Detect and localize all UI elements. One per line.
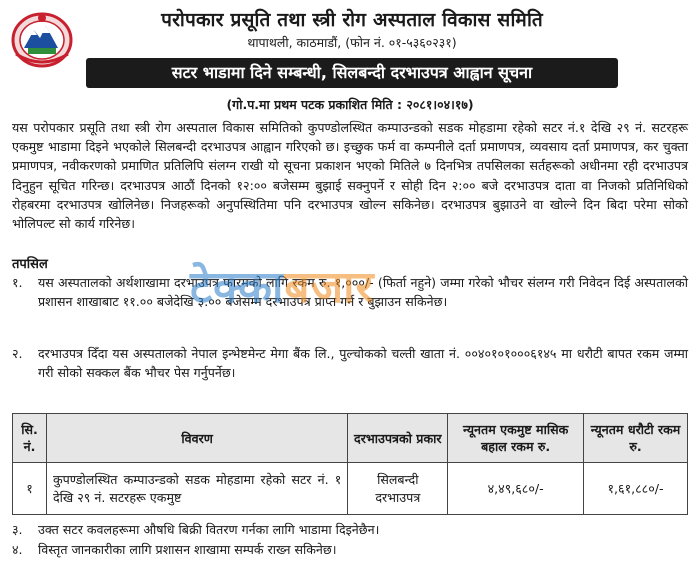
table-header-row — [13, 414, 688, 463]
list-item-text: उक्त सटर कवलहरूमा औषधि बिक्री वितरण गर्नका लागि भाडामा दिइनेछैन। — [38, 522, 380, 537]
shutter-details-table — [12, 413, 688, 515]
watermark-part-b: बजार — [284, 262, 375, 313]
list-item-number: ३. — [12, 522, 23, 537]
column-header-monthly-rent: न्यूनतम एकमुष्ट मासिक बहाल रकम रु. — [448, 414, 584, 463]
list-item-text: विस्तृत जानकारीका लागि प्रशासन शाखामा सम्पर्क राख्न सकिनेछ। — [38, 542, 337, 557]
organization-name: परोपकार प्रसूति तथा स्त्री रोग अस्पताल विकास समिति — [161, 9, 543, 31]
watermark-logo — [190, 258, 490, 318]
notice-title: सटर भाडामा दिने सम्बन्धी, सिलबन्दी दरभाउपत्र आह्वान सूचना — [86, 58, 618, 88]
watermark-part-a: टेक्का — [190, 262, 285, 313]
list-item-text: यस अस्पतालको अर्थशाखामा दरभाउपत्र फारमको लागि रकम रु. १,०००/- (फिर्ता नहुने) जम्मा गरेको भौचर संलग्न गरी निवेदन दिई अस्पतालको प्रशासन शाखाबाट ११.०० बजेदेखि ३.०० बजेसम्म दरभाउपत्र प्राप्त गर्न र बुझाउन सकिनेछ। — [38, 275, 688, 309]
list-item-text: दरभाउपत्र दिँदा यस अस्पतालको नेपाल इन्भेष्टमेन्ट मेगा बैंक लि., पुल्चोकको चल्ती खाता नं. ००४०१०१०००६१४५ मा धरौटी बापत रकम जम्मा गरी सोको सक्कल बैंक भौचर पेस गर्नुपर्नेछ। — [38, 346, 688, 380]
list-item-number: ४. — [12, 542, 23, 557]
section-heading: तपसिल — [12, 257, 48, 272]
column-header-serial: सि. नं. — [13, 414, 47, 463]
list-item — [12, 520, 688, 539]
notice-body: यस परोपकार प्रसूति तथा स्त्री रोग अस्पताल विकास समितिको कुपण्डोलस्थित कम्पाउन्डको सडक मोहडामा रहेको सटर नं.१ देखि २९ नं. सटरहरू एकमुष्ट भाडामा दिइने भएकोले सिलबन्दी दरभाउपत्र आह्वान गरिएको छ। इच्छुक फर्म वा कम्पनीले दर्ता प्रमाणपत्र, व्यवसाय दर्ता प्रमाणपत्र, कर चुक्ता प्रमाणपत्र, नवीकरणको प्रमाणित प्रतिलिपि संलग्न राखी यो सूचना प्रकाशन भएको मितिले ७ दिनभित्र तपसिलका सर्तहरूको अधीनमा रही दरभाउपत्र दिनुहुन सूचित गरिन्छ। दरभाउपत्र आठौं दिनको १२:०० बजेसम्म बुझाई सक्नुपर्ने र सोही दिन २:०० बजे दरभाउपत्र दाता वा निजको प्रतिनिधिको रोहबरमा दरभाउपत्र खोलिनेछ। निजहरूको अनुपस्थितिमा पनि दरभाउपत्र खोल्न सकिनेछ। दरभाउपत्र बुझाउने वा खोल्ने दिन बिदा परेमा सोको भोलिपल्ट सो कार्य गरिनेछ। — [12, 120, 688, 232]
table-row — [13, 463, 688, 515]
cell-monthly-rent: ४,४९,६८०/- — [448, 463, 584, 515]
cell-description: कुपण्डोलस्थित कम्पाउन्डको सडक मोहडामा रहेको सटर नं. १ देखि २९ नं. सटरहरू एकमुष्ट — [46, 463, 347, 515]
column-header-description: विवरण — [46, 414, 347, 463]
column-header-deposit: न्यूनतम धरौटी रकम रु. — [584, 414, 688, 463]
cell-deposit: १,६१,८८०/- — [584, 463, 688, 515]
nepal-government-emblem-icon — [10, 8, 74, 68]
cell-serial: १ — [13, 463, 47, 515]
cell-tender-type: सिलबन्दी दरभाउपत्र — [348, 463, 448, 515]
list-item — [12, 344, 688, 382]
list-item-number: १. — [12, 275, 23, 290]
organization-address: थापाथली, काठमाडौं, (फोन नं. ०१-५३६०२३१) — [247, 35, 457, 50]
list-item-number: २. — [12, 346, 23, 361]
list-item — [12, 540, 688, 559]
publish-date: (गो.प.मा प्रथम पटक प्रकाशित मिति : २०८१।०४।१७) — [226, 97, 474, 112]
column-header-tender-type: दरभाउपत्रको प्रकार — [348, 414, 448, 463]
